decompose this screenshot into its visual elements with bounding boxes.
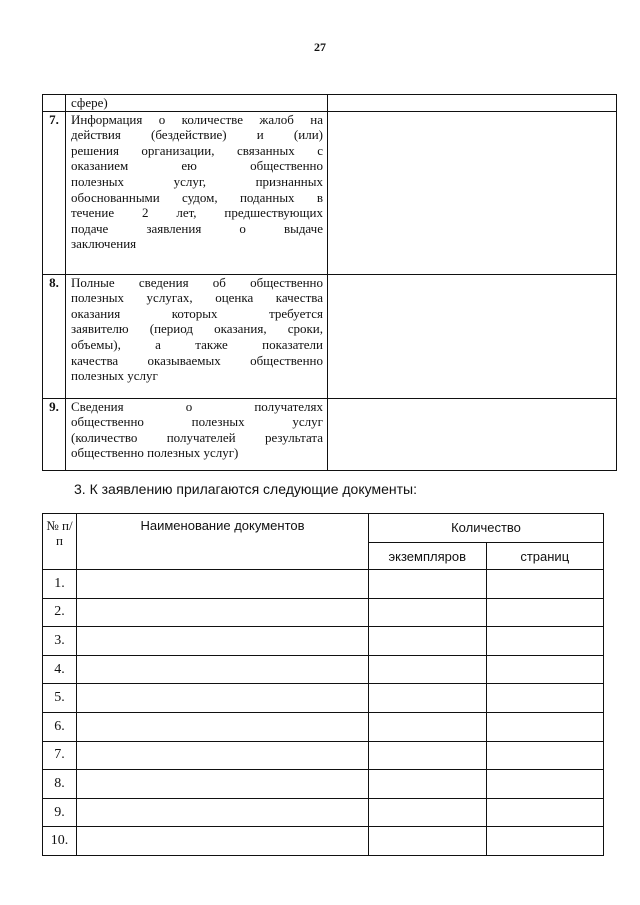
document-name-cell[interactable]	[77, 598, 369, 627]
description-line: Информация о количестве жалоб на	[71, 111, 323, 127]
document-name-cell[interactable]	[77, 570, 369, 599]
header-quantity: Количество	[369, 514, 604, 543]
description-line: заключения	[71, 236, 137, 252]
document-name-cell[interactable]	[77, 827, 369, 856]
document-row	[43, 712, 604, 741]
description-line: Полные сведения об общественно	[71, 274, 323, 290]
document-row	[43, 570, 604, 599]
document-row	[43, 827, 604, 856]
copies-cell[interactable]	[369, 827, 487, 856]
description-line: полезных услугах, оценка качества	[71, 290, 323, 306]
copies-cell[interactable]	[369, 655, 487, 684]
document-row-number: 5.	[43, 684, 77, 713]
info-row-value[interactable]	[328, 95, 617, 112]
page-number: 27	[314, 40, 326, 54]
description-line: объемы), а также показатели	[71, 336, 323, 352]
pages-cell[interactable]	[486, 798, 604, 827]
pages-cell[interactable]	[486, 712, 604, 741]
document-name-cell[interactable]	[77, 798, 369, 827]
info-row	[43, 111, 617, 274]
copies-cell[interactable]	[369, 570, 487, 599]
description-line: оказания которых требуется	[71, 305, 323, 321]
document-row-number: 10.	[43, 827, 77, 856]
info-row-value[interactable]	[328, 274, 617, 398]
pages-cell[interactable]	[486, 684, 604, 713]
document-name-cell[interactable]	[77, 655, 369, 684]
info-row-number	[43, 95, 66, 112]
description-line: сфере)	[71, 95, 108, 110]
description-line: решения организации, связанных с	[71, 142, 323, 158]
description-line: подаче заявления о выдаче	[71, 220, 323, 236]
section-heading: 3. К заявлению прилагаются следующие документы:	[74, 481, 417, 497]
info-row-number: 7.	[43, 111, 66, 274]
document-row-number: 8.	[43, 770, 77, 799]
info-row	[43, 95, 617, 112]
info-row-number: 9.	[43, 398, 66, 470]
info-row-value[interactable]	[328, 111, 617, 274]
description-line: заявителю (период оказания, сроки,	[71, 321, 323, 337]
document-name-cell[interactable]	[77, 684, 369, 713]
pages-cell[interactable]	[486, 741, 604, 770]
document-row	[43, 770, 604, 799]
document-row	[43, 741, 604, 770]
copies-cell[interactable]	[369, 741, 487, 770]
document-row-number: 6.	[43, 712, 77, 741]
header-number: № п/п	[43, 514, 77, 570]
description-line: обоснованными судом, поданных в	[71, 189, 323, 205]
pages-cell[interactable]	[486, 627, 604, 656]
pages-cell[interactable]	[486, 655, 604, 684]
info-row	[43, 274, 617, 398]
info-row-number: 8.	[43, 274, 66, 398]
copies-cell[interactable]	[369, 598, 487, 627]
copies-cell[interactable]	[369, 627, 487, 656]
pages-cell[interactable]	[486, 827, 604, 856]
documents-table	[42, 513, 604, 856]
document-row	[43, 655, 604, 684]
document-row-number: 4.	[43, 655, 77, 684]
document-row-number: 9.	[43, 798, 77, 827]
header-document-name: Наименование документов	[77, 514, 369, 570]
document-row-number: 2.	[43, 598, 77, 627]
info-row	[43, 398, 617, 470]
description-line: качества оказываемых общественно	[71, 352, 323, 368]
document-row	[43, 627, 604, 656]
info-row-value[interactable]	[328, 398, 617, 470]
description-line: оказанием ею общественно	[71, 158, 323, 174]
description-line: общественно полезных услуг	[71, 414, 323, 430]
copies-cell[interactable]	[369, 798, 487, 827]
copies-cell[interactable]	[369, 684, 487, 713]
description-line: действия (бездействие) и (или)	[71, 127, 323, 143]
document-name-cell[interactable]	[77, 712, 369, 741]
info-row-description	[66, 274, 328, 398]
info-row-description	[66, 398, 328, 470]
copies-cell[interactable]	[369, 712, 487, 741]
pages-cell[interactable]	[486, 570, 604, 599]
description-line: полезных услуг	[71, 368, 158, 384]
pages-cell[interactable]	[486, 598, 604, 627]
description-line: (количество получателей результата	[71, 429, 323, 445]
document-row-number: 3.	[43, 627, 77, 656]
document-name-cell[interactable]	[77, 627, 369, 656]
pages-cell[interactable]	[486, 770, 604, 799]
info-row-description	[66, 111, 328, 274]
document-row-number: 7.	[43, 741, 77, 770]
header-pages: страниц	[486, 543, 604, 570]
document-row	[43, 684, 604, 713]
description-line: общественно полезных услуг)	[71, 445, 239, 461]
info-row-description	[66, 95, 328, 112]
description-line: Сведения о получателях	[71, 398, 323, 414]
document-row-number: 1.	[43, 570, 77, 599]
copies-cell[interactable]	[369, 770, 487, 799]
description-line: полезных услуг, признанных	[71, 173, 323, 189]
header-copies: экземпляров	[369, 543, 487, 570]
document-name-cell[interactable]	[77, 741, 369, 770]
document-row	[43, 798, 604, 827]
description-line: течение 2 лет, предшествующих	[71, 205, 323, 221]
info-table	[42, 94, 617, 471]
document-row	[43, 598, 604, 627]
document-name-cell[interactable]	[77, 770, 369, 799]
